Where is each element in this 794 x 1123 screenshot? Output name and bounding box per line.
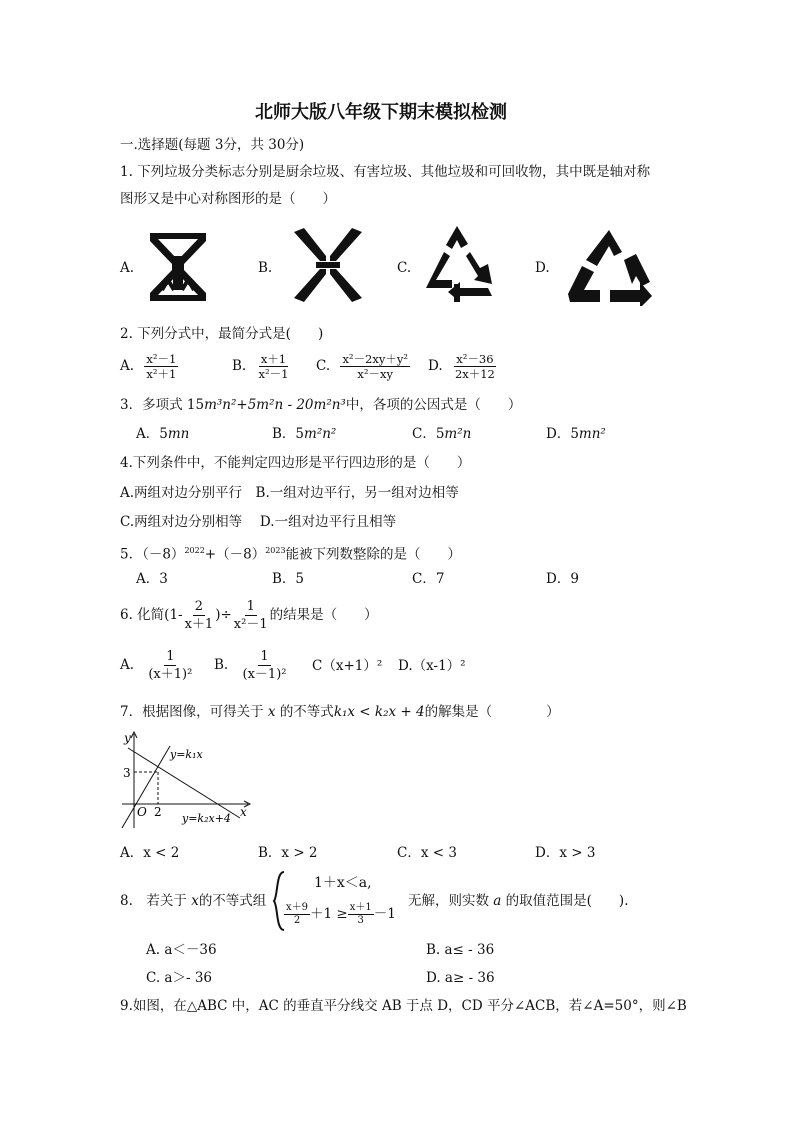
option-d: D．5mn²	[546, 426, 606, 442]
option-b: B．5	[272, 571, 305, 587]
option-d: D．9	[546, 571, 579, 587]
question-8-pre: 8. 若关于 x的不等式组	[120, 893, 267, 909]
option-label-a: A.	[120, 358, 135, 374]
question-5-stem: 5．$(-8)^{2022}+(-8)^{2023}$能被下列数整除的是（ ）	[120, 546, 462, 563]
option-d: D. a≥ - 36	[426, 970, 495, 986]
option-b: B．x > 2	[258, 845, 318, 861]
option-c: C．7	[412, 571, 445, 587]
question-4-options-row1: A.两组对边分别平行 B.一组对边平行，另一组对边相等	[120, 485, 459, 501]
question-4-options-row2: C.两组对边分别相等 D.一组对边平行且相等	[120, 514, 397, 530]
kitchen-waste-icon	[144, 228, 212, 306]
fraction-d: $\frac{\text{x²－36}}{2x+12}$	[454, 352, 495, 381]
x-axis-label: x	[240, 805, 247, 819]
system-line1: 1＋x＜a,	[314, 875, 372, 891]
option-label-b: B.	[258, 260, 273, 276]
function-graph	[118, 728, 258, 832]
option-label-c: C.	[397, 260, 412, 276]
section-header: 一.选择题(每题 3分，共 30分)	[120, 137, 305, 153]
other-waste-icon	[418, 222, 496, 306]
y-tick-3: 3	[123, 766, 131, 780]
option-c: C．5m²n	[412, 426, 472, 442]
y-axis-label: y	[124, 731, 131, 745]
fraction-c: $\frac{\text{x²－2xy＋y²}}{\text{x²－xy}}$	[342, 352, 408, 381]
question-6-option-d: D.（x-1）²	[398, 658, 466, 674]
question-6-option-c: C（x+1）²	[312, 658, 383, 674]
option-b: B. a≤ - 36	[426, 942, 495, 958]
option-label-c: C.	[316, 358, 331, 374]
system-line2: $\frac{x+9}{2}$ ＋1 ≥ $\frac{x+1}{3}$ －1	[286, 902, 396, 926]
question-8-post: 无解，则实数 a 的取值范围是( ).	[408, 893, 629, 909]
option-label-d: D.	[535, 260, 550, 276]
line2-label: y=k₂x+4	[182, 812, 231, 825]
page-title: 北师大版八年级下期末模拟检测	[255, 102, 507, 123]
question-3-stem: 3．多项式 15m³n²+5m²n - 20m²n³中，各项的公因式是（ ）	[120, 397, 522, 413]
question-6-stem: 6. 化简(1- $\frac{2}{x+1}$ )÷ $\frac{1}{\text{x²－1}}$ 的结果是（ ）	[120, 599, 378, 632]
hazardous-waste-icon	[288, 226, 368, 304]
fraction-b: $\frac{x+1}{\text{x²－1}}$	[258, 352, 289, 381]
question-9-line1: 9.如图，在△ABC 中，AC 的垂直平分线交 AB 于点 D，CD 平分∠ACB，若∠A=50°，则∠B	[120, 998, 687, 1014]
question-1-line1: 1. 下列垃圾分类标志分别是厨余垃圾、有害垃圾、其他垃圾和可回收物，其中既是轴对称	[120, 164, 651, 180]
fraction-a: $\frac{\text{x²－1}}{\text{x²＋1}}$	[146, 352, 177, 381]
option-label-a: A.	[120, 260, 135, 276]
option-c: C．x < 3	[397, 845, 457, 861]
origin-label: O	[137, 805, 147, 819]
option-a: A．5mn	[136, 426, 190, 442]
option-a: A. a＜－36	[146, 942, 217, 958]
option-label-d: D.	[428, 358, 443, 374]
option-c: C. a＞- 36	[146, 970, 213, 986]
question-2-stem: 2. 下列分式中，最简分式是( )	[120, 326, 324, 342]
question-4-stem: 4.下列条件中，不能判定四边形是平行四边形的是（ ）	[120, 455, 471, 471]
recyclable-icon	[564, 226, 654, 306]
option-a: A．x < 2	[120, 845, 180, 861]
question-1-line2: 图形又是中心对称图形的是（ ）	[120, 191, 336, 207]
question-6-option-a: A. $\frac{1}{\text{(x＋1)²}}$	[120, 649, 193, 682]
x-tick-2: 2	[154, 805, 162, 819]
question-6-option-b: B. $\frac{1}{\text{(x－1)²}}$	[214, 649, 287, 682]
question-7-stem: 7．根据图像，可得关于 x 的不等式k₁x < k₂x + 4的解集是（ ）	[120, 704, 560, 720]
option-label-b: B.	[232, 358, 247, 374]
option-d: D．x > 3	[535, 845, 596, 861]
line1-label: y=k₁x	[170, 748, 203, 761]
option-a: A．3	[136, 571, 168, 587]
option-b: B．5m²n²	[272, 426, 337, 442]
